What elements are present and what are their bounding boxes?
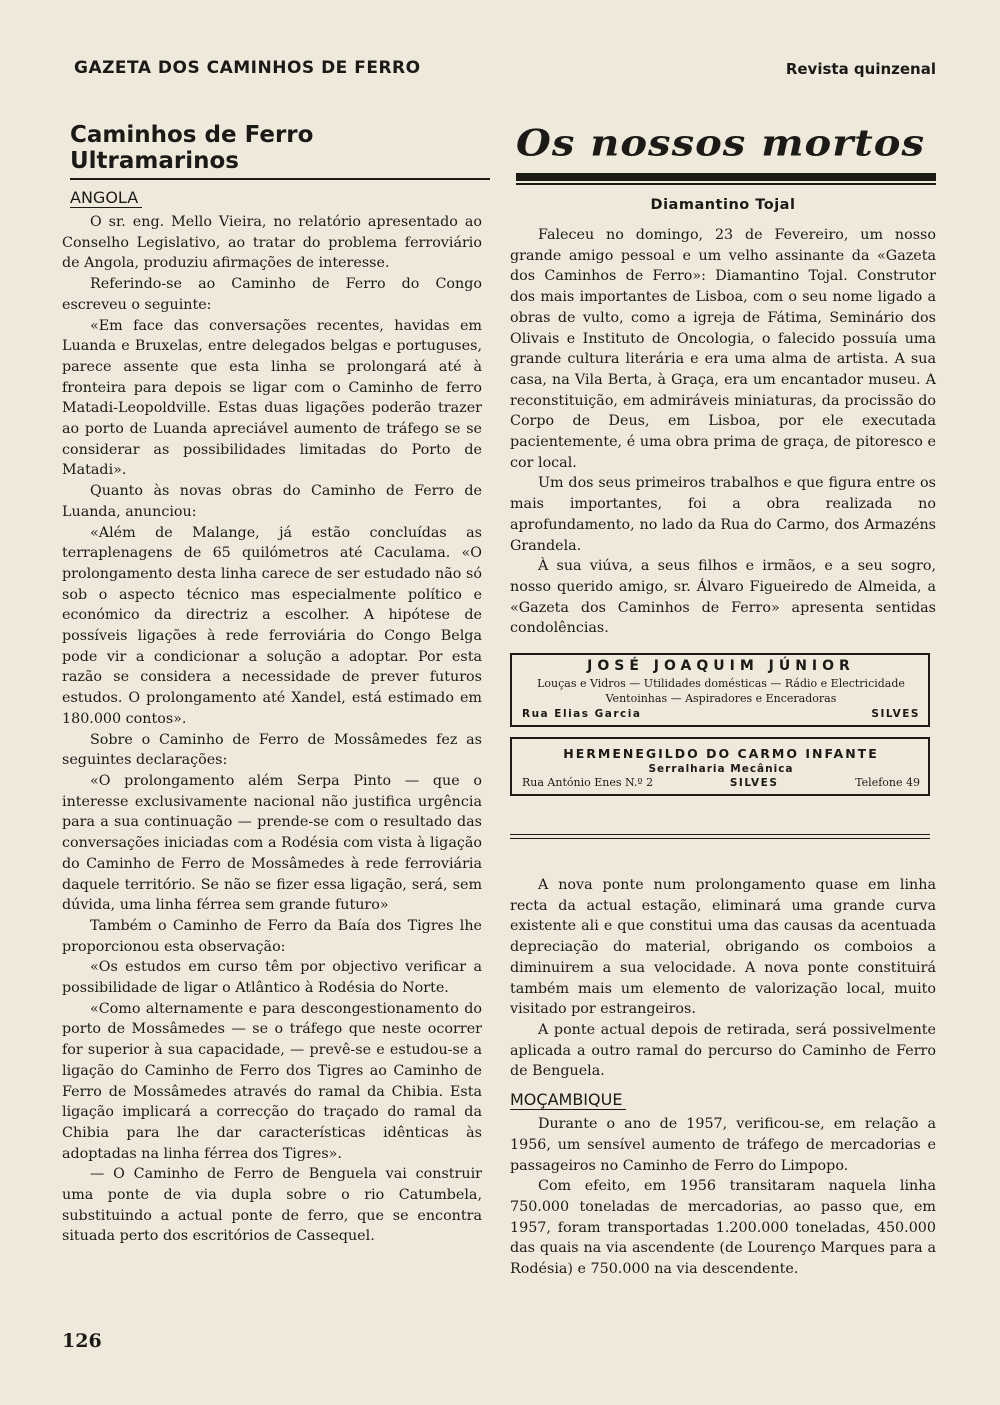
masthead-rule — [516, 173, 936, 181]
section-title: Caminhos de Ferro Ultramarinos — [70, 122, 490, 180]
article-paragraph: «Os estudos em curso têm por objectivo verificar a possibilidade de ligar o Atlântico à Rodésia do Norte. — [62, 959, 482, 997]
ad-subtitle: Serralharia Mecânica — [648, 763, 794, 776]
article-paragraph: «O prolongamento além Serpa Pinto — que o interesse exclusivamente nacional não justifica urgência para a sua continuação — prende-se com o resultado das conversações iniciadas com a Rodésia com vista à ligação do Caminho de Ferro de Mossâmedes à rede ferroviária daquele território. Se não se fizer essa ligação, será, sem dúvida, uma linha férrea sem grande futuro» — [62, 772, 482, 914]
ad-phone: Telefone 49 — [855, 776, 920, 790]
article-paragraph: «Em face das conversações recentes, havidas em Luanda e Bruxelas, entre delegados belgas e portuguses, parece assente que esta linha se prolongará até à fronteira para depois se ligar com o Caminho de ferro Matadi-Leopoldville. Estas duas ligações poderão trazer ao porto de Luanda apreciável aumento de tráfego se se considerar as possibilidades limitadas do Porto de Matadi». — [62, 317, 482, 479]
ad-line: Ventoinhas — Aspiradores e Enceradoras — [605, 692, 837, 706]
obituary-paragraph: À sua viúva, a seus filhos e irmãos, e a seu sogro, nosso querido amigo, sr. Álvaro Figueiredo de Almeida, a «Gazeta dos Caminhos de Ferro» apresenta sentidas condolências. — [510, 558, 936, 637]
obituary-paragraph: Faleceu no domingo, 23 de Fevereiro, um nosso grande amigo pessoal e um velho assinante da «Gazeta dos Caminhos de Ferro»: Diamantino Tojal. Construtor dos mais importantes de Lisboa, com o seu nome ligado a obras de vulto, como a igreja de Fátima, Seminário dos Olivais e Instituto de Oncologia, o falecido possuía uma grande cultura literária e era uma alma de artista. A sua casa, na Vila Berta, à Graça, era um encantador museu. A reconstituição, em admiráveis miniaturas, da procissão do Corpo de Deus, em Lisboa, por ele executada pacientemente, é uma obra prima de graça, de pitoresco e cor local. — [510, 227, 936, 471]
article-paragraph: A nova ponte num prolongamento quase em linha recta da actual estação, eliminará uma grande curva existente ali e que constitui uma das causas da acentuada depreciação do material, obrigando os comboios a diminuirem a sua velocidade. A nova ponte constituirá também mais um elemento de valorização local, muito visitado por estrangeiros. — [510, 877, 936, 1018]
article-paragraph: «Além de Malange, já estão concluídas as terraplenagens de 65 quilómetros até Caculama. «O prolongamento desta linha carece de ser estudado não só sob o aspecto técnico mas especialmente político e económico da directriz a escolher. A hipótese de possíveis ligações à rede ferroviária do Congo Belga pode vir a condicionar a solução a adoptar. Por esta razão se considera a necessidade de prever futuros estudos. O prolongamento até Xandel, está estimado em 180.000 contos». — [62, 524, 482, 727]
left-column — [62, 122, 482, 1247]
article-paragraph: Também o Caminho de Ferro da Baía dos Tigres lhe proporcionou esta observação: — [62, 917, 482, 955]
advertiser-name: HERMENEGILDO DO CARMO INFANTE — [563, 746, 879, 762]
publication-title: GAZETA DOS CAMINHOS DE FERRO — [74, 58, 421, 78]
article-paragraph: Com efeito, em 1956 transitaram naquela linha 750.000 toneladas de mercadorias, ao passo que, em 1957, foram transportadas 1.200.000 toneladas, 450.000 das quais na via ascendente (de Lourenço Marques para a Rodésia) e 750.000 na via descendente. — [510, 1178, 936, 1278]
subhead-angola: ANGOLA — [70, 188, 142, 208]
ad-town: SILVES — [729, 777, 779, 790]
ad-line: Louças e Vidros — Utilidades domésticas — Rádio e Electricidade — [537, 677, 905, 691]
article-paragraph: Referindo-se ao Caminho de Ferro do Congo escreveu o seguinte: — [62, 276, 482, 313]
article-paragraph: O sr. eng. Mello Vieira, no relatório apresentado ao Conselho Legislativo, ao tratar do problema ferroviário de Angola, produziu afirmações de interesse. — [62, 214, 482, 272]
article-paragraph: Durante o ano de 1957, verificou-se, em relação a 1956, um sensível aumento de tráfego de mercadorias e passageiros no Caminho de Ferro do Limpopo. — [510, 1116, 936, 1174]
obituary-byline: Diamantino Tojal — [650, 197, 796, 213]
article-paragraph: Sobre o Caminho de Ferro de Mossâmedes fez as seguintes declarações: — [62, 731, 482, 769]
subhead-mocambique: MOÇAMBIQUE — [510, 1090, 626, 1110]
ad-address: Rua Elias Garcia — [522, 708, 642, 721]
advertisement-box — [510, 653, 930, 727]
advertiser-name: JOSÉ JOAQUIM JÚNIOR — [587, 658, 855, 675]
ad-address: Rua António Enes N.º 2 — [522, 776, 654, 790]
ad-footer — [522, 706, 920, 722]
article-paragraph: — O Caminho de Ferro de Benguela vai construir uma ponte de via dupla sobre o rio Catumbela, substituindo a actual ponte de ferro, que se encontra situada perto dos escritórios de Cassequel. — [62, 1166, 482, 1245]
article-paragraph: «Como alternamente e para descongestionamento do porto de Mossâmedes — se o tráfego que neste ocorrer for superior à sua capacidade, — prevê-se e estudou-se a ligação do Caminho de Ferro dos Tigres ao Caminho de Ferro de Mossâmedes através do ramal da Chibia. Esta ligação implicará a correcção do traçado do ramal da Chibia para lhe dar características idênticas às adoptadas na linha férrea dos Tigres». — [62, 1000, 482, 1162]
ad-town: SILVES — [871, 708, 920, 721]
publication-frequency: Revista quinzenal — [785, 60, 936, 78]
ad-footer — [522, 775, 920, 791]
obituary-masthead: Os nossos mortos — [516, 122, 925, 165]
section-divider — [510, 834, 930, 839]
right-column — [510, 122, 936, 1280]
page-number: 126 — [62, 1330, 102, 1352]
masthead-rule-thin — [516, 183, 936, 185]
obituary-paragraph: Um dos seus primeiros trabalhos e que figura entre os mais importantes, foi a obra realizada no aprofundamento, no lado da Rua do Carmo, dos Armazéns Grandela. — [510, 475, 936, 554]
article-paragraph: Quanto às novas obras do Caminho de Ferro de Luanda, anunciou: — [62, 483, 482, 520]
advertisement-box — [510, 737, 930, 796]
article-paragraph: A ponte actual depois de retirada, será possivelmente aplicada a outro ramal do percurso do Caminho de Ferro de Benguela. — [510, 1021, 936, 1080]
